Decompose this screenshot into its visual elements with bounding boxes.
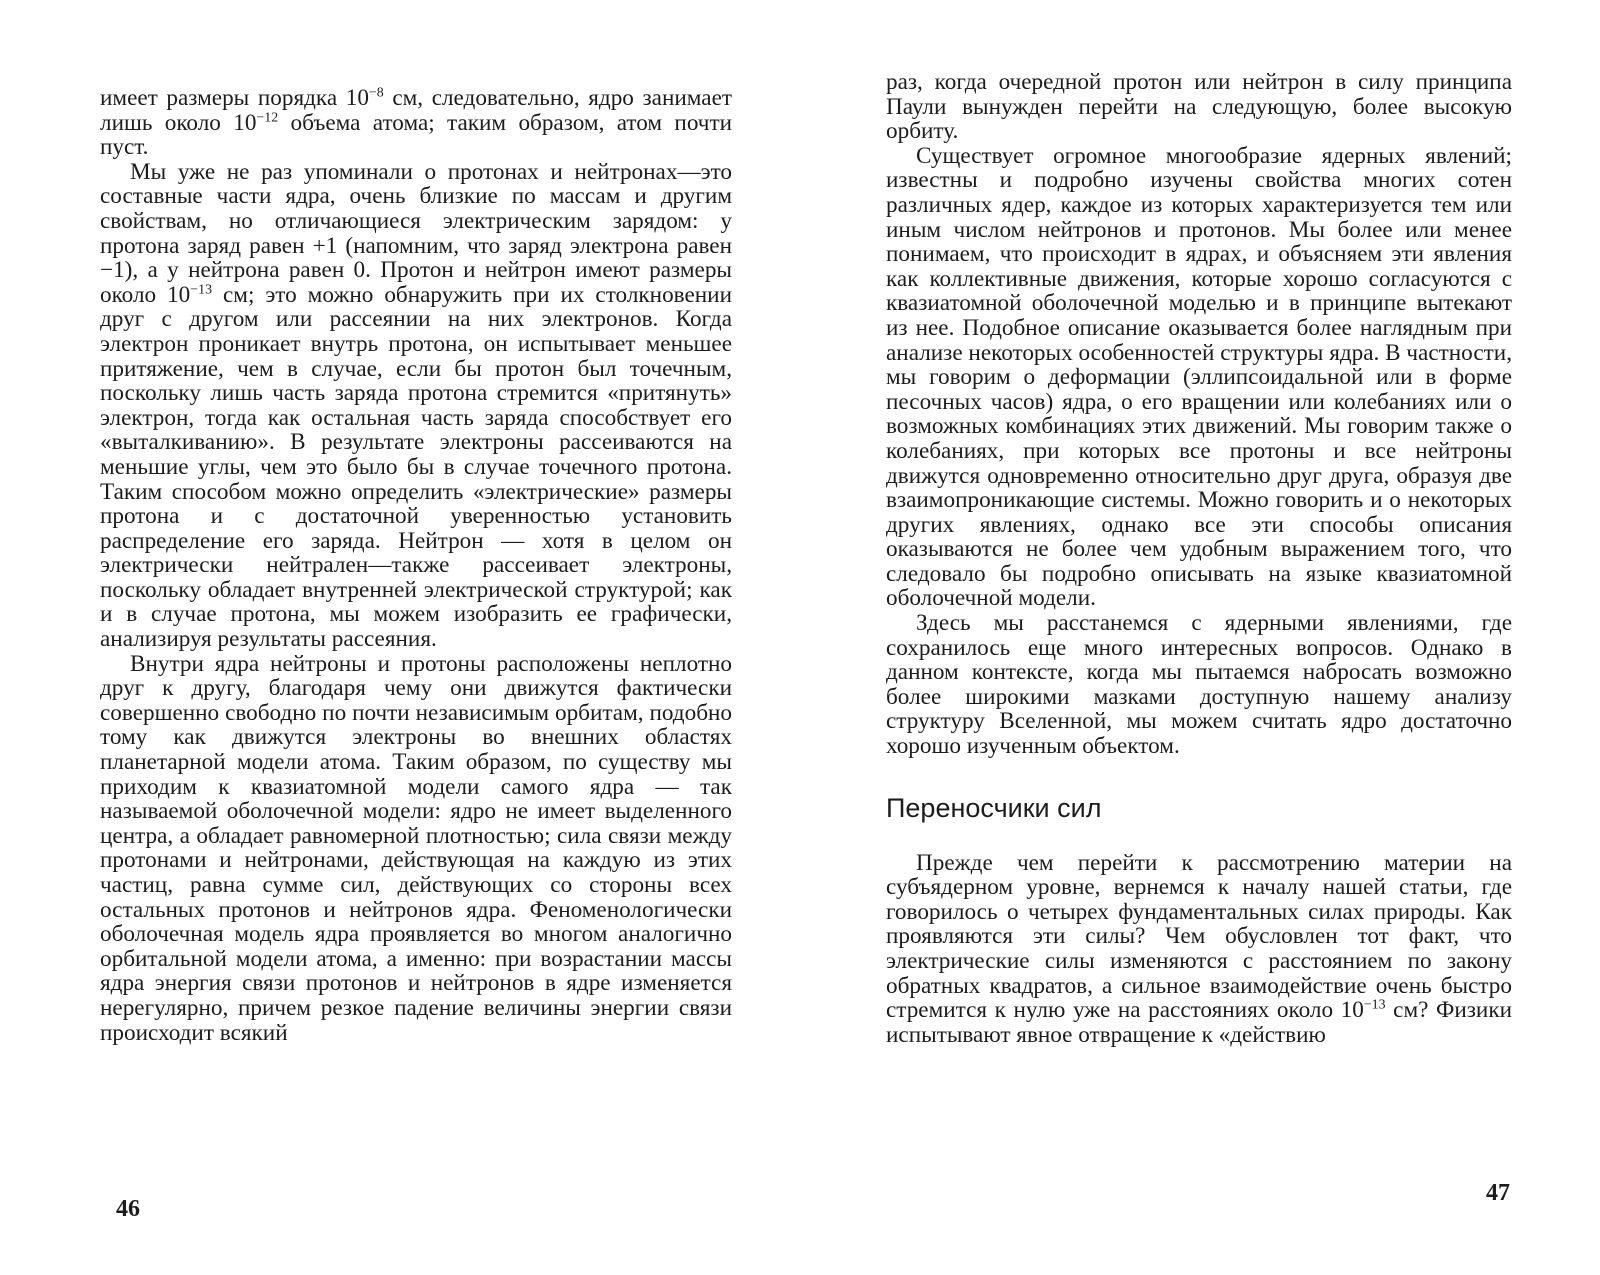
exponent: −13 <box>1363 997 1386 1013</box>
right-top-paragraph: раз, когда очередной протон или нейтрон в силу принципа Паули вынужден перейти на следующую, более высокую орбиту. <box>886 69 1512 145</box>
left-paragraph: Мы уже не раз упоминали о протонах и нейтронах—это составные части ядра, очень близкие по массам и другим свойствам, но отличающиеся электрическим зарядом: у протона заряд равен +1 (напомним, что заряд электрона равен −1), а у нейтрона равен 0. Протон и нейтрон имеют размеры около $10^{-13}$ см; это можно обнаружить при их столкновении друг с другом или рассеянии на них электронов. Когда электрон проникает внутрь протона, он испытывает меньшее притяжение, чем в случае, если бы протон был точечным, поскольку лишь часть заряда протона стремится «притянуть» электрон, тогда как остальная часть заряда способствует его «выталкиванию». В результате электроны рассеиваются на меньшие углы, чем это было бы в случае точечного протона. Таким способом можно определить «электрические» размеры протона и с достаточной уверенностью установить распределение его заряда. Нейтрон — хотя в целом он электрически нейтрален—также рассеивает электроны, поскольку обладает внутренней электрической структурой; как и в случае протона, мы можем изобразить ее графически, анализируя результаты рассеяния. <box>100 158 732 653</box>
left-paragraph: имеет размеры порядка $10^{-8}$ см, следовательно, ядро занимает лишь около $10^{-12}$ объема атома; таким образом, атом почти пуст. <box>100 85 733 161</box>
exponent: −8 <box>368 85 384 101</box>
right-page <box>800 0 1600 1275</box>
right-top-paragraph: Существует огромное многообразие ядерных явлений; известны и подробно изучены свойства многих сотен различных ядер, каждое из которых характеризуется тем или иным числом нейтронов и протонов. Мы более или менее понимаем, что происходит в ядрах, и объясняем эти явления как коллективные движения, которые хорошо согласуются с квазиатомной оболочечной моделью и в принципе вытекают из нее. Подобное описание оказывается более наглядным при анализе некоторых особенностей структуры ядра. В частности, мы говорим о деформации (эллипсоидальной или в форме песочных часов) ядра, о его вращении или колебаниях или о возможных комбинациях этих движений. Мы говорим также о колебаниях, при которых все протоны и все нейтроны движутся одновременно относительно друг друга, образуя две взаимопроникающие системы. Можно говорить и о некоторых других явлениях, однако все эти способы описания оказываются не более чем удобным выражением того, что следовало бы подробно описывать на языке квазиатомной оболочечной модели. <box>886 142 1512 612</box>
right-page-text <box>886 70 1512 1047</box>
page-number-right: 47 <box>1486 1180 1510 1206</box>
page-number-left: 46 <box>116 1196 140 1222</box>
right-top-paragraphs <box>886 70 1512 759</box>
left-paragraph: Внутри ядра нейтроны и протоны расположены неплотно друг к другу, благодаря чему они движутся фактически совершенно свободно по почти независимым орбитам, подобно тому как движутся электроны во внешних областях планетарной модели атома. Таким образом, по существу мы приходим к квазиатомной модели самого ядра — так называемой оболочечной модели: ядро не имеет выделенного центра, а обладает равномерной плотностью; сила связи между протонами и нейтронами, действующая на каждую из этих частиц, равна сумме сил, действующих со стороны всех остальных протонов и нейтронов ядра. Феноменологически оболочечная модель ядра проявляется во многом аналогично орбитальной модели атома, а именно: при возрастании массы ядра энергия связи протонов и нейтронов в ядре изменяется нерегулярно, причем резкое падение величины энергии связи происходит всякий <box>100 650 732 1046</box>
right-bottom-paragraphs <box>886 851 1512 1048</box>
right-top-paragraph: Здесь мы расстанемся с ядерными явлениями, где сохранилось еще много интересных вопросов. Однако в данном контексте, когда мы пытаемся набросать возможно более широкими мазками доступную нашему анализу структуру Вселенной, мы можем считать ядро достаточно хорошо изученным объектом. <box>886 610 1512 760</box>
right-bottom-paragraph: Прежде чем перейти к рассмотрению материи на субъядерном уровне, вернемся к началу нашей статьи, где говорилось о четырех фундаментальных силах природы. Как проявляются эти силы? Чем обусловлен тот факт, что электрические силы изменяются с расстоянием по закону обратных квадратов, а сильное взаимодействие очень быстро стремится к нулю уже на расстояниях около $10^{-13}$ см? Физики испытывают явное отвращение к «действию <box>886 849 1513 1048</box>
exponent: −12 <box>256 109 279 125</box>
exponent: −13 <box>190 282 213 298</box>
left-page-text <box>100 86 732 1045</box>
section-heading: Переносчики сил <box>886 792 1102 823</box>
